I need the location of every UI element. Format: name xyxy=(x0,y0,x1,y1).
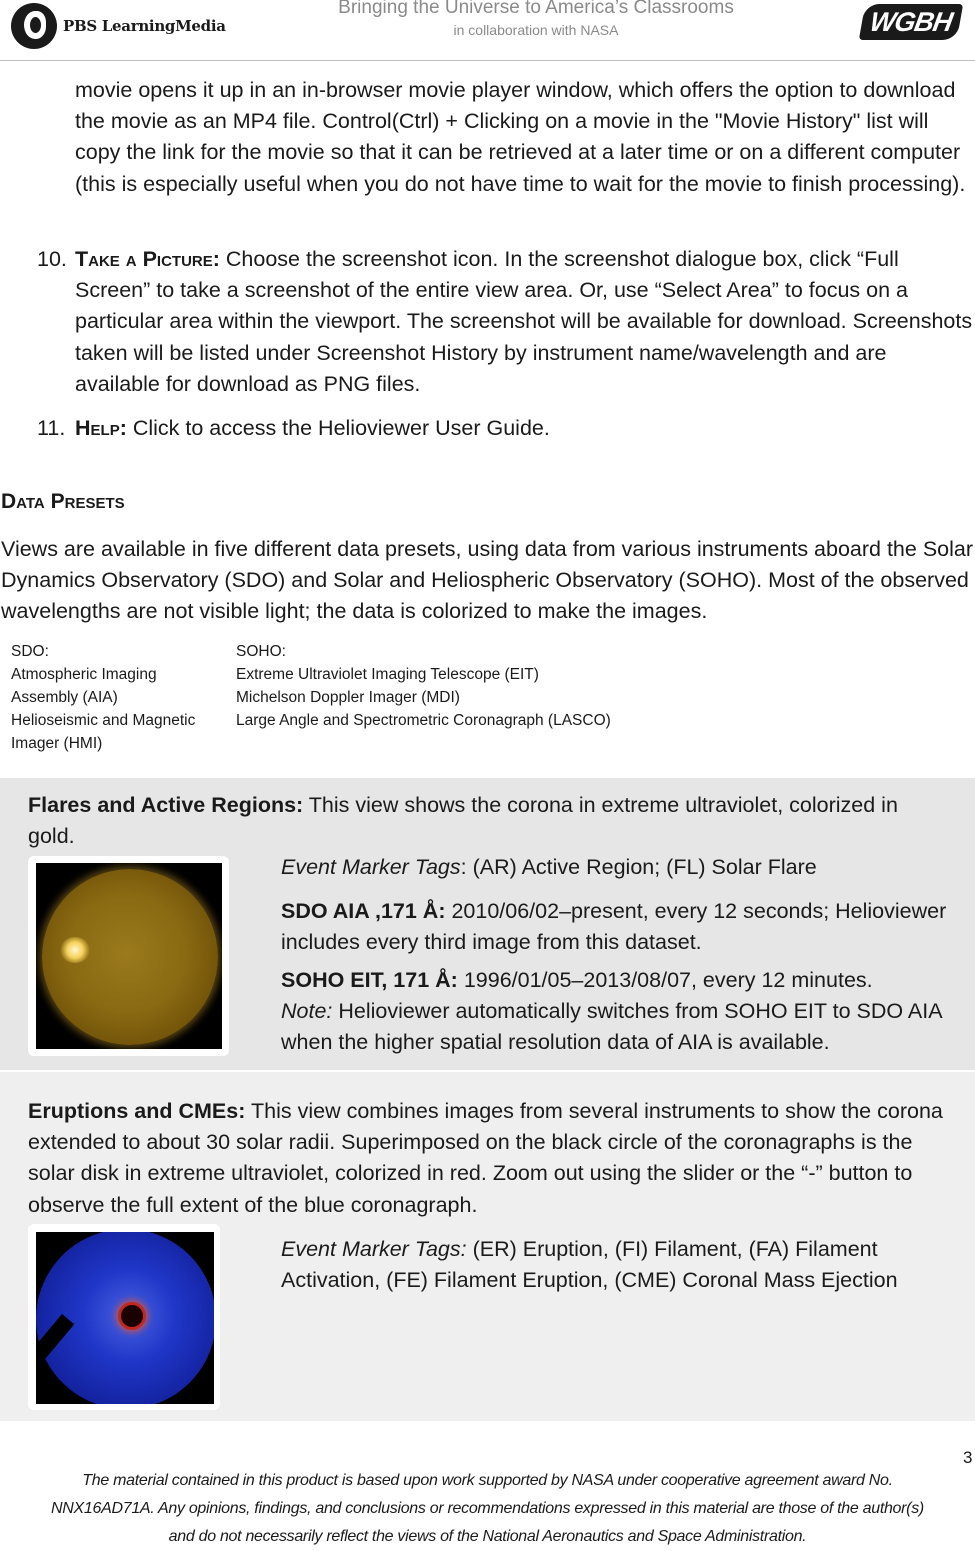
preset-description xyxy=(28,790,938,852)
header-tagline: Bringing the Universe to America’s Classrooms xyxy=(338,0,734,18)
sun-gold-image xyxy=(36,863,222,1049)
list-continuation xyxy=(75,75,970,200)
list-number: 11. xyxy=(37,416,66,440)
sdo-label: SDO: xyxy=(11,643,49,660)
sdo-aia-info xyxy=(281,896,966,958)
soho-eit-info xyxy=(281,965,966,1059)
list-item-title: Take a Picture: xyxy=(75,247,220,271)
eruptions-thumbnail xyxy=(28,1224,220,1410)
tags-label: Event Marker Tags: xyxy=(281,1237,467,1261)
list-item-title: Help: xyxy=(75,416,127,440)
wgbh-logo[interactable]: WGBH xyxy=(859,4,963,40)
coronagraph-blue-image xyxy=(36,1232,214,1404)
list-item-text: Click to access the Helioviewer User Guide. xyxy=(126,416,550,440)
soho-label: SOHO: xyxy=(236,643,286,660)
preset-title: Flares and Active Regions: xyxy=(28,793,304,817)
preset-flares-active-regions xyxy=(0,778,975,1070)
sdo-aia-label: SDO AIA ,171 Å: xyxy=(281,899,446,923)
continuation-text: movie opens it up in an in-browser movie player window, which offers the option to xyxy=(75,78,864,102)
footer-line: and do not necessarily reflect the views of the National Aeronautics and Space Administration. xyxy=(168,1528,807,1545)
instrument-item: Large Angle and Spectrometric Coronagraph (LASCO) xyxy=(236,712,611,729)
tags-text: : (AR) Active Region; (FL) Solar Flare xyxy=(460,855,817,879)
page-header xyxy=(0,0,975,61)
list-number: 10. xyxy=(37,247,67,271)
footer-line: The material contained in this product is based upon work supported by NASA under cooperative agreement award No. xyxy=(82,1472,893,1489)
logo-text: PBS LearningMedia xyxy=(63,17,226,35)
page-footer xyxy=(0,1467,975,1551)
preset-title: Eruptions and CMEs: xyxy=(28,1099,246,1123)
note-text: Helioviewer automatically switches from SOHO EIT to SDO AIA when the higher spatial resolution data of AIA is available. xyxy=(281,999,942,1055)
instrument-item: Extreme Ultraviolet Imaging Telescope (EIT) xyxy=(236,666,539,683)
page-number: 3 xyxy=(963,1448,973,1467)
list-item-help xyxy=(37,413,973,444)
note-label: Note: xyxy=(281,999,333,1024)
section-heading-data-presets: Data Presets xyxy=(1,490,125,513)
tags-label: Event Marker Tags xyxy=(281,855,461,879)
instrument-item: Atmospheric Imaging Assembly (AIA) xyxy=(11,666,157,706)
header-tagline-sub: in collaboration with NASA xyxy=(453,22,619,38)
list-item-take-picture xyxy=(37,244,973,400)
event-marker-tags xyxy=(281,1234,966,1296)
sdo-instruments xyxy=(11,640,226,755)
preset-description xyxy=(28,1096,948,1221)
continuation-text-after: Control(Ctrl) + Clicking on a movie in the "Movie History" list will copy the link for the movie so that it can be retrieved at a later time or on a different computer (this is especially useful when you do not have time to wait for the movie to finish processing). xyxy=(75,109,966,196)
soho-instruments xyxy=(236,640,736,732)
sdo-aia-text: 2010/06/02–present, every 12 seconds; Helioviewer includes every third image from this dataset. xyxy=(281,899,947,955)
list-item-text: Choose the screenshot icon. In the screenshot dialogue box, click “Full Screen” to take a screenshot of the entire view area. Or, use “Select Area” to focus on a particular area within the viewport. The screenshot will be available for download. Screenshots taken will be listed under Screenshot History by instrument name/wavelength and are available for download as PNG files. xyxy=(75,247,973,396)
tags-text: (ER) Eruption, (FI) Filament, (FA) Filament Activation, (FE) Filament Eruption, (CME) Coronal Mass Ejection xyxy=(281,1237,898,1293)
preset-eruptions-cmes xyxy=(0,1072,975,1421)
soho-eit-label: SOHO EIT, 171 Å: xyxy=(281,968,458,992)
instrument-item: Michelson Doppler Imager (MDI) xyxy=(236,689,460,706)
preset-desc-text: This view shows the corona in extreme ultraviolet, colorized in gold. xyxy=(28,793,898,849)
instrument-item: Helioseismic and Magnetic Imager (HMI) xyxy=(11,712,196,752)
preset-desc-text: This view combines images from several instruments to show the corona extended to about 30 solar radii. Superimposed on the black circle of the coronagraphs is the solar disk in extreme ultraviolet, colorized in red. Zoom out using the slider or the “-” button to observe the full extent of the blue coronagraph. xyxy=(28,1099,943,1217)
event-marker-tags xyxy=(281,852,966,883)
flares-thumbnail xyxy=(28,856,229,1056)
continuation-emphasis: download the movie as an MP4 file. xyxy=(75,78,956,134)
data-presets-intro: Views are available in five different data presets, using data from various instruments aboard the Solar Dynamics Observatory (SDO) and Solar and Heliospheric Observatory (SOHO). Most of the observed wavelengths are not visible light; the data is colorized to make the images. xyxy=(1,537,974,624)
footer-line: NNX16AD71A. Any opinions, findings, and conclusions or recommendations expressed in this material are those of the author(s) xyxy=(51,1500,924,1517)
soho-eit-text: 1996/01/05–2013/08/07, every 12 minutes. xyxy=(457,968,873,992)
